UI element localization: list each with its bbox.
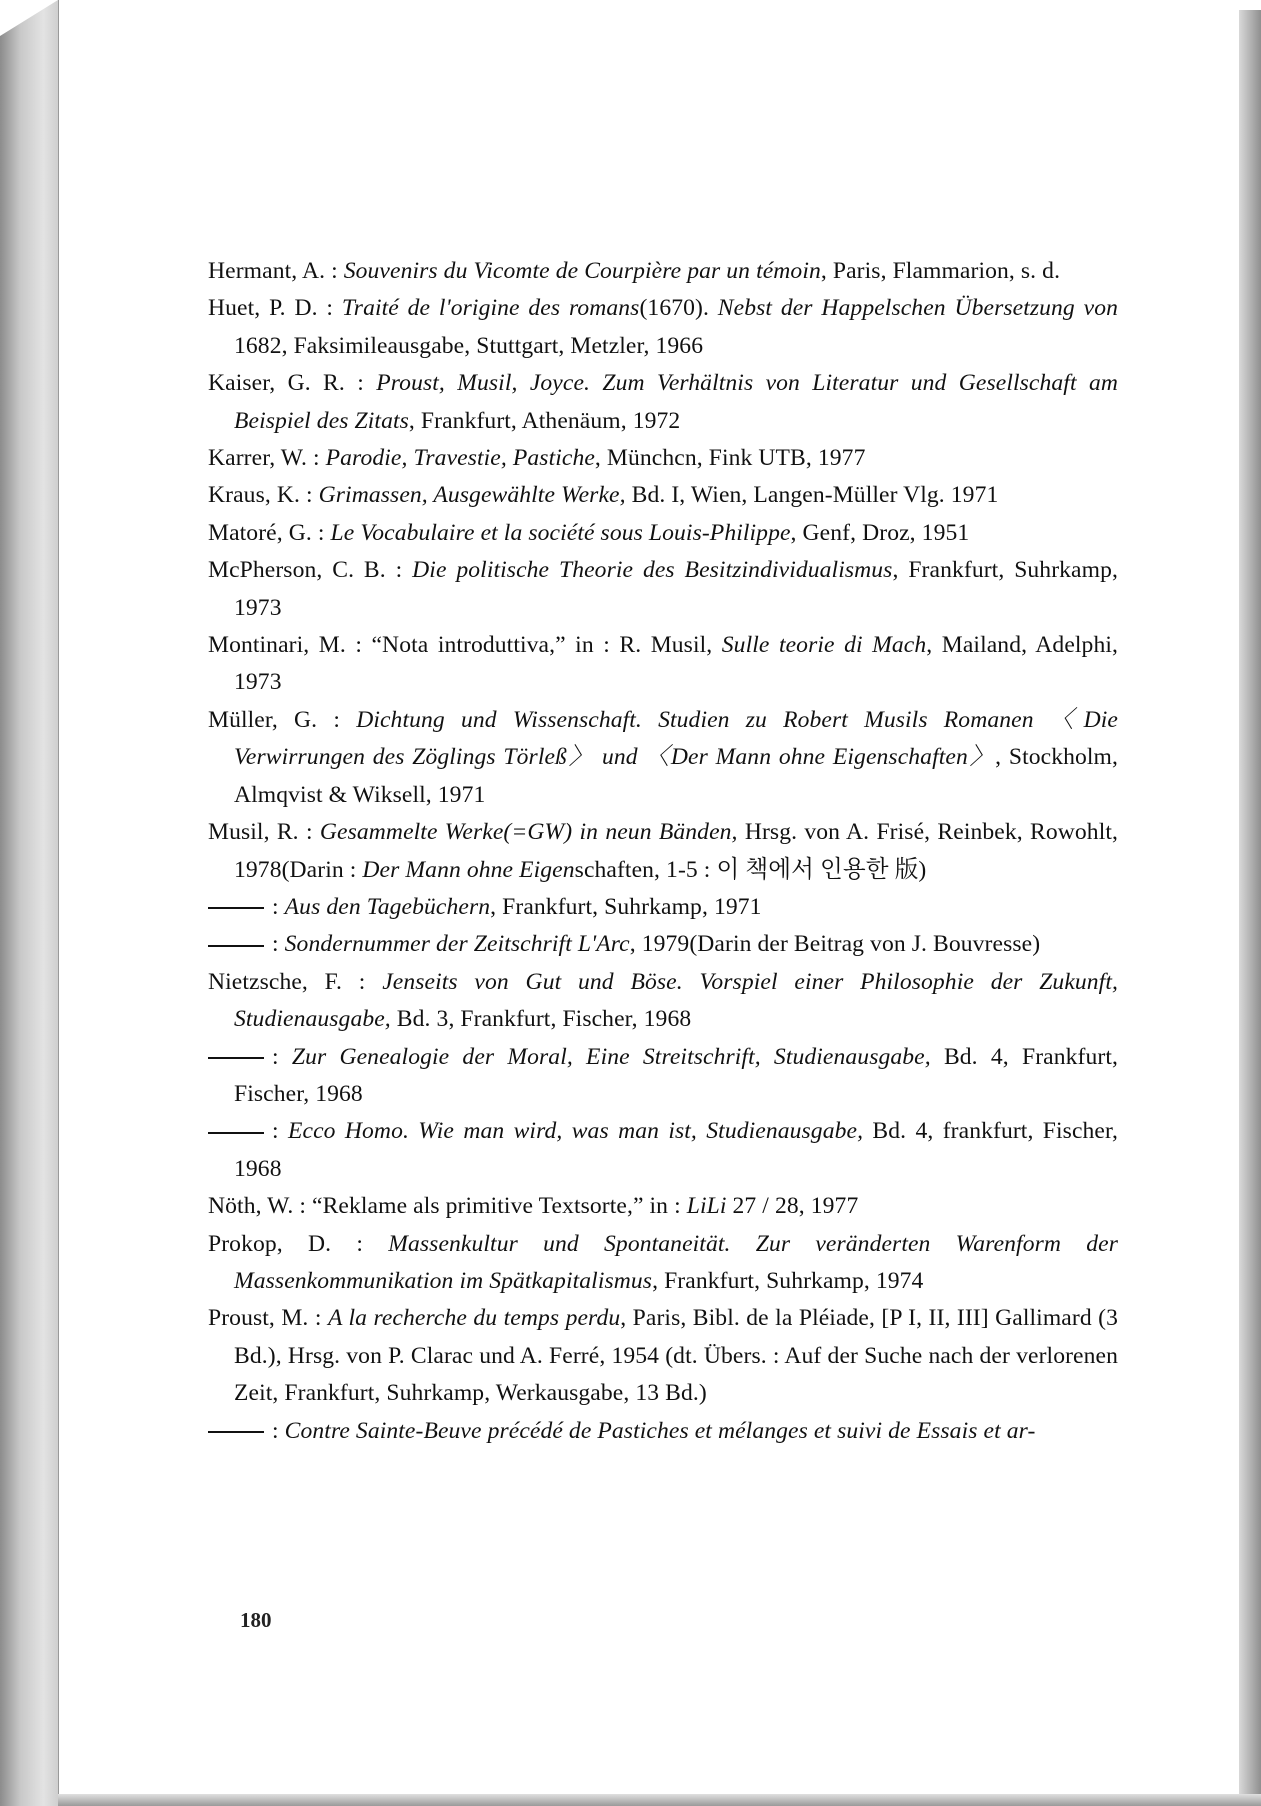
- bibliography-entry: [208, 1188, 1118, 1225]
- entry-text: (1670).: [639, 295, 718, 322]
- entry-text: Bd. I, Wien, Langen-Müller Vlg. 1971: [625, 482, 999, 509]
- entry-text: schaften, 1-5 : 이 책에서 인용한 版): [574, 856, 927, 883]
- entry-text: McPherson, C. B. :: [208, 557, 413, 584]
- bibliography-list: [208, 253, 1118, 1450]
- entry-title: Der Mann ohne Eigen: [362, 856, 575, 883]
- book-spine-edge: [0, 0, 58, 1806]
- entry-title: Traité de l'origine des romans: [341, 295, 640, 322]
- entry-title: Le Vocabulaire et la société sous Louis-Philippe: [330, 519, 791, 546]
- entry-text: Nietzsche, F. :: [208, 968, 383, 995]
- entry-title: Grimassen, Ausgewählte Werke,: [318, 482, 626, 509]
- entry-title: Massenkultur und Spontaneität. Zur veränderten Warenform der Massenkommunikation im Spätkapitalismus: [234, 1230, 1118, 1294]
- page-bottom-shadow: [58, 1794, 1261, 1806]
- bibliography-entry: [208, 477, 1118, 514]
- bibliography-entry: [208, 365, 1118, 440]
- bibliography-entry: [208, 627, 1118, 702]
- repeat-author-dash: [208, 1057, 264, 1059]
- bibliography-entry: [208, 552, 1118, 627]
- entry-text: , Frankfurt, Suhrkamp, 1973: [234, 557, 1118, 621]
- entry-text: Karrer, W. :: [208, 445, 326, 472]
- bibliography-entry: [208, 1413, 1118, 1450]
- entry-text: Nöth, W. : “Reklame als primitive Textsorte,” in :: [208, 1193, 687, 1220]
- entry-title: Nebst der Happelschen Übersetzung von: [717, 295, 1119, 322]
- entry-title: Ecco Homo. Wie man wird, was man ist, Studienausgabe,: [288, 1118, 864, 1145]
- bibliography-entry: [208, 290, 1118, 365]
- bibliography-entry: [208, 1113, 1118, 1188]
- entry-text: , Paris, Flammarion, s. d.: [820, 258, 1061, 284]
- bibliography-entry: [208, 702, 1118, 814]
- entry-text: , Frankfurt, Suhrkamp, 1974: [652, 1267, 924, 1294]
- entry-text: Huet, P. D. :: [208, 295, 342, 322]
- entry-text: Prokop, D. :: [208, 1230, 389, 1257]
- page-number: 180: [240, 1608, 272, 1632]
- page-right-shadow: [1239, 10, 1261, 1806]
- entry-title: Dichtung und Wissenschaft. Studien zu Robert Musils Romanen 〈Die Verwirrungen des Zöglings Törleß〉 und 〈Der Mann ohne Eigenschaften〉: [234, 706, 1118, 771]
- bibliography-entry: [208, 889, 1118, 926]
- entry-title: LiLi: [686, 1193, 727, 1220]
- entry-text: Hermant, A. :: [208, 258, 344, 284]
- entry-text: , Genf, Droz, 1951: [790, 519, 970, 546]
- bibliography-entry: [208, 814, 1118, 889]
- bibliography-entry: [208, 1039, 1118, 1114]
- entry-text: , Frankfurt, Athenäum, 1972: [408, 407, 681, 434]
- entry-text: Kraus, K. :: [208, 482, 319, 509]
- entry-title: Aus den Tagebüchern: [284, 893, 491, 920]
- entry-text: , Mailand, Adelphi, 1973: [234, 632, 1118, 696]
- entry-text: Kaiser, G. R. :: [208, 370, 377, 397]
- entry-text: :: [272, 1118, 288, 1145]
- entry-text: 1682, Faksimileausgabe, Stuttgart, Metzler, 1966: [234, 332, 704, 359]
- entry-text: Müller, G. :: [208, 706, 357, 733]
- entry-title: Sulle teorie di Mach: [721, 632, 927, 659]
- entry-text: Bd. 4, frankfurt, Fischer, 1968: [234, 1118, 1119, 1182]
- entry-text: :: [272, 931, 285, 958]
- entry-title: Sondernummer der Zeitschrift L'Arc: [284, 931, 630, 958]
- bibliography-entry: [208, 1300, 1118, 1412]
- bibliography-entry: [208, 515, 1118, 552]
- bibliography-entry: [208, 440, 1118, 477]
- repeat-author-dash: [208, 945, 264, 947]
- bibliography-entry: [208, 253, 1118, 290]
- entry-text: , Münchcn, Fink UTB, 1977: [594, 445, 866, 472]
- entry-text: Bd. 4, Frankfurt, Fischer, 1968: [234, 1043, 1118, 1107]
- entry-text: , 1979(Darin der Beitrag von J. Bouvresse): [629, 931, 1041, 958]
- entry-text: :: [272, 1417, 285, 1444]
- entry-text: Montinari, M. : “Nota introduttiva,” in : R. Musil,: [208, 632, 722, 659]
- entry-title: Parodie, Travestie, Pastiche: [325, 445, 595, 472]
- repeat-author-dash: [208, 1132, 264, 1134]
- entry-title: Die politische Theorie des Besitzindividualismus: [412, 557, 893, 584]
- bibliography-entry: [208, 926, 1118, 963]
- entry-title: Gesammelte Werke(=GW) in neun Bänden,: [319, 819, 738, 846]
- entry-title: A la recherche du temps perdu: [327, 1305, 621, 1332]
- entry-title: Jenseits von Gut und Böse. Vorspiel einer Philosophie der Zukunft, Studienausgabe,: [234, 968, 1118, 1033]
- entry-title: Proust, Musil, Joyce. Zum Verhältnis von Literatur und Gesellschaft am Beispiel des Zitats: [234, 370, 1118, 434]
- entry-text: :: [272, 1043, 292, 1070]
- entry-text: Bd. 3, Frankfurt, Fischer, 1968: [390, 1006, 692, 1033]
- entry-text: , Frankfurt, Suhrkamp, 1971: [490, 893, 762, 920]
- entry-text: :: [272, 893, 285, 920]
- bibliography-entry: [208, 1226, 1118, 1301]
- bibliography-entry: [208, 964, 1118, 1039]
- entry-title: Zur Genealogie der Moral, Eine Streitschrift, Studienausgabe,: [291, 1043, 931, 1070]
- entry-title: Contre Sainte-Beuve précédé de Pastiches et mélanges et suivi de Essais et ar-: [284, 1417, 1036, 1444]
- entry-text: 27 / 28, 1977: [726, 1193, 859, 1220]
- entry-text: Proust, M. :: [208, 1305, 328, 1332]
- entry-text: , Stockholm, Almqvist & Wiksell, 1971: [234, 744, 1119, 808]
- entry-text: Hrsg. von A. Frisé, Reinbek, Rowohlt, 1978(Darin :: [234, 819, 1119, 883]
- repeat-author-dash: [208, 907, 264, 909]
- entry-text: Matoré, G. :: [208, 519, 331, 546]
- entry-text: Musil, R. :: [208, 819, 320, 846]
- repeat-author-dash: [208, 1431, 264, 1433]
- entry-title: Souvenirs du Vicomte de Courpière par un témoin: [343, 258, 821, 284]
- entry-text: , Paris, Bibl. de la Pléiade, [P I, II, III] Gallimard (3 Bd.), Hrsg. von P. Clarac und A. Ferré, 1954 (dt. Übers. : Auf der Suche nach der verlorenen Zeit, Frankfurt, Suhrkamp, Werkausgabe, 13 Bd.): [234, 1305, 1118, 1407]
